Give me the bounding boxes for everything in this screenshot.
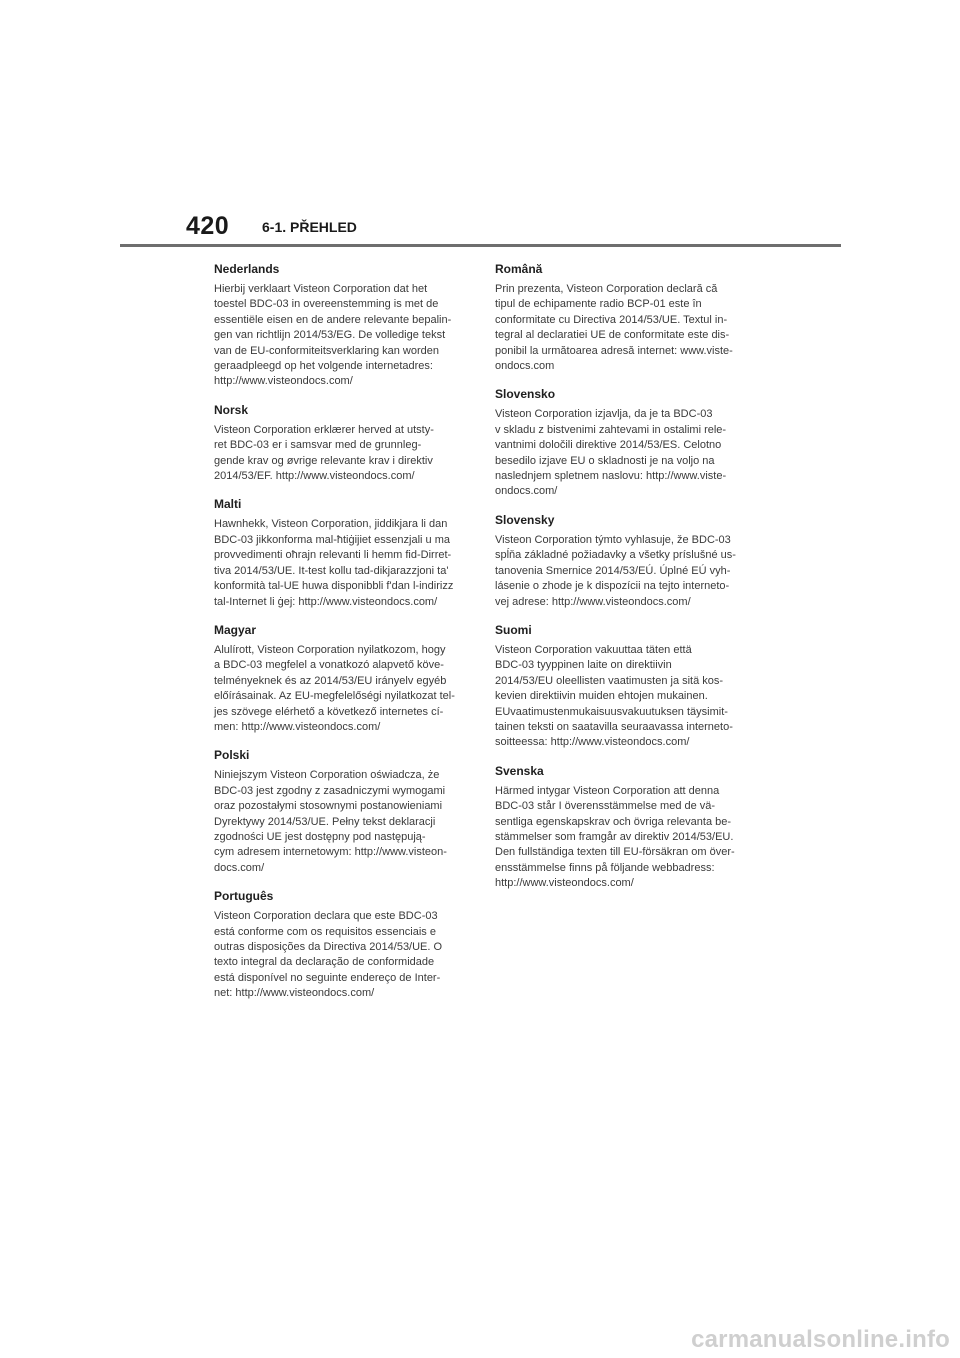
- text-line: ondocs.com: [495, 360, 555, 373]
- watermark-text: carmanualsonline.info: [691, 1326, 950, 1353]
- declaration-section: [214, 262, 466, 390]
- text-line: ponibil la următoarea adresă internet: www.viste-: [495, 344, 733, 357]
- text-line: 2014/53/EF. http://www.visteondocs.com/: [214, 470, 415, 483]
- text-line: tegral al declaratiei UE de conformitate este dis-: [495, 329, 730, 342]
- text-line: Härmed intygar Visteon Corporation att denna: [495, 784, 720, 797]
- text-line: tiva 2014/53/UE. It-test kollu tad-dikjarazzjoni ta': [214, 564, 449, 577]
- section-heading: Magyar: [214, 622, 257, 637]
- text-line: van de EU-conformiteitsverklaring kan worden: [214, 344, 439, 357]
- text-line: oraz pozostałymi stosownymi postanowieniami: [214, 800, 443, 813]
- text-line: Den fullständiga texten till EU-försäkran om över-: [495, 846, 735, 859]
- text-line: előírásainak. Az EU-megfelelőségi nyilatkozat tel-: [214, 690, 455, 703]
- text-line: tainen teksti on saatavilla seuraavassa interneto-: [495, 720, 733, 733]
- page-number: 420: [186, 212, 230, 240]
- text-line: Visteon Corporation izjavlja, da je ta BDC-03: [495, 408, 713, 421]
- section-heading: Nederlands: [214, 262, 280, 276]
- text-line: geraadpleegd op het volgende internetadres:: [214, 360, 433, 373]
- declaration-section: [214, 748, 466, 876]
- right-column: [495, 262, 747, 905]
- text-line: spĺňa základné požiadavky a všetky príslušné us-: [495, 549, 736, 562]
- section-text: [214, 909, 466, 1001]
- text-line: http://www.visteondocs.com/: [214, 375, 353, 388]
- section-text: [495, 784, 747, 892]
- text-line: BDC-03 jest zgodny z zasadniczymi wymogami: [214, 784, 446, 797]
- declaration-section: [495, 764, 747, 892]
- declaration-section: [495, 387, 747, 499]
- text-line: 2014/53/EU oleellisten vaatimusten ja sitä kos-: [495, 674, 724, 687]
- text-line: kevien direktiivin muiden ehtojen mukainen.: [495, 690, 708, 703]
- declaration-section: [495, 513, 747, 610]
- text-line: está conforme com os requisitos essenciais e: [214, 925, 436, 938]
- section-heading: Polski: [214, 748, 250, 763]
- text-line: net: http://www.visteondocs.com/: [214, 987, 375, 1000]
- text-line: EUvaatimustenmukaisuusvakuutuksen täysimit-: [495, 705, 728, 718]
- section-text: [214, 517, 466, 609]
- section-text: [495, 643, 747, 751]
- text-line: Visteon Corporation declara que este BDC-03: [214, 910, 438, 923]
- text-line: Visteon Corporation vakuuttaa täten että: [495, 643, 692, 656]
- text-line: provvedimenti oħrajn relevanti li hemm fid-Dirret-: [214, 549, 452, 562]
- declaration-section: [214, 889, 466, 1001]
- text-line: Hawnhekk, Visteon Corporation, jiddikjara li dan: [214, 518, 448, 531]
- text-line: docs.com/: [214, 861, 265, 874]
- text-line: ensstämmelse finns på följande webbadress:: [495, 861, 715, 874]
- text-line: Visteon Corporation týmto vyhlasuje, že BDC-03: [495, 533, 731, 546]
- text-line: BDC-03 står I överensstämmelse med de vä-: [495, 800, 716, 813]
- text-line: Visteon Corporation erklærer herved at utsty-: [214, 423, 434, 436]
- section-heading: Suomi: [495, 622, 532, 637]
- section-heading: Português: [214, 889, 274, 904]
- text-line: men: http://www.visteondocs.com/: [214, 720, 381, 733]
- text-line: v skladu z bistvenimi zahtevami in ostalimi rele-: [495, 423, 727, 436]
- text-line: besedilo izjave EU o skladnosti je na voljo na: [495, 454, 715, 467]
- text-line: naslednjem spletnem naslovu: http://www.viste-: [495, 470, 727, 483]
- section-text: [214, 423, 466, 485]
- text-line: gen van richtlijn 2014/53/EG. De volledige tekst: [214, 329, 446, 342]
- text-line: stämmelser som framgår av direktiv 2014/53/EU.: [495, 830, 734, 843]
- section-heading: Română: [495, 262, 543, 276]
- section-text: [495, 407, 747, 499]
- text-line: telményeknek és az 2014/53/EU irányelv egyéb: [214, 674, 447, 687]
- section-text: [214, 643, 466, 735]
- section-heading: Norsk: [214, 402, 249, 417]
- text-line: http://www.visteondocs.com/: [495, 877, 634, 890]
- text-line: gende krav og øvrige relevante krav i direktiv: [214, 454, 433, 467]
- header-divider: [120, 244, 841, 247]
- text-line: Niniejszym Visteon Corporation oświadcza, że: [214, 769, 440, 782]
- text-line: zgodności UE jest dostępny pod następują-: [214, 830, 426, 843]
- section-text: [214, 282, 466, 390]
- section-text: [495, 282, 747, 374]
- text-line: ret BDC-03 er i samsvar med de grunnleg-: [214, 439, 422, 452]
- text-line: Dyrektywy 2014/53/UE. Pełny tekst deklaracji: [214, 815, 436, 828]
- text-line: sentliga egenskapskrav och övriga relevanta be-: [495, 815, 732, 828]
- text-line: a BDC-03 megfelel a vonatkozó alapvető köve-: [214, 659, 444, 672]
- section-text: [214, 768, 466, 876]
- text-line: cym adresem internetowym: http://www.visteon-: [214, 846, 447, 859]
- section-heading: Slovensko: [495, 387, 556, 402]
- text-line: Alulírott, Visteon Corporation nyilatkozom, hogy: [214, 643, 446, 656]
- text-line: outras disposições da Directiva 2014/53/UE. O: [214, 941, 443, 953]
- section-heading: Malti: [214, 497, 242, 512]
- declaration-section: [214, 497, 466, 609]
- chapter-title: 6-1. PŘEHLED: [262, 219, 357, 235]
- text-line: ondocs.com/: [495, 485, 558, 498]
- text-line: tanovenia Smernice 2014/53/EÚ. Úplné EÚ vyh-: [495, 564, 731, 577]
- section-heading: Slovensky: [495, 512, 555, 527]
- text-line: BDC-03 tyyppinen laite on direktiivin: [495, 659, 672, 672]
- text-line: tipul de echipamente radio BCP-01 este în: [495, 298, 702, 311]
- declaration-section: [214, 403, 466, 485]
- text-line: vantnimi določili direktive 2014/53/ES. Celotno: [495, 439, 722, 452]
- left-column: [214, 262, 466, 1015]
- declaration-section: [495, 623, 747, 751]
- section-heading: Svenska: [495, 763, 544, 778]
- text-line: toestel BDC-03 in overeenstemming is met de: [214, 298, 439, 311]
- text-line: está disponível no seguinte endereço de Inter-: [214, 971, 441, 984]
- text-line: lásenie o zhode je k dispozícii na tejto interneto-: [495, 580, 730, 593]
- text-line: essentiële eisen en de andere relevante bepalin-: [214, 313, 452, 326]
- text-line: tal-Internet li ġej: http://www.visteondocs.com/: [214, 595, 438, 608]
- text-line: conformitate cu Directiva 2014/53/UE. Textul in-: [495, 313, 728, 326]
- text-line: BDC-03 jikkonforma mal-ħtiġijiet essenzjali u ma: [214, 533, 450, 546]
- text-line: Hierbij verklaart Visteon Corporation dat het: [214, 283, 428, 295]
- section-text: [495, 533, 747, 610]
- declaration-section: [214, 623, 466, 735]
- text-line: texto integral da declaração de conformidade: [214, 956, 435, 969]
- text-line: soitteessa: http://www.visteondocs.com/: [495, 736, 690, 749]
- text-line: konformità tal-UE huwa disponibbli f'dan l-indirizz: [214, 580, 454, 593]
- text-line: vej adrese: http://www.visteondocs.com/: [495, 595, 691, 608]
- text-line: jes szövege elérhető a következő internetes cí-: [214, 705, 444, 718]
- text-line: Prin prezenta, Visteon Corporation declară că: [495, 283, 718, 295]
- declaration-section: [495, 262, 747, 374]
